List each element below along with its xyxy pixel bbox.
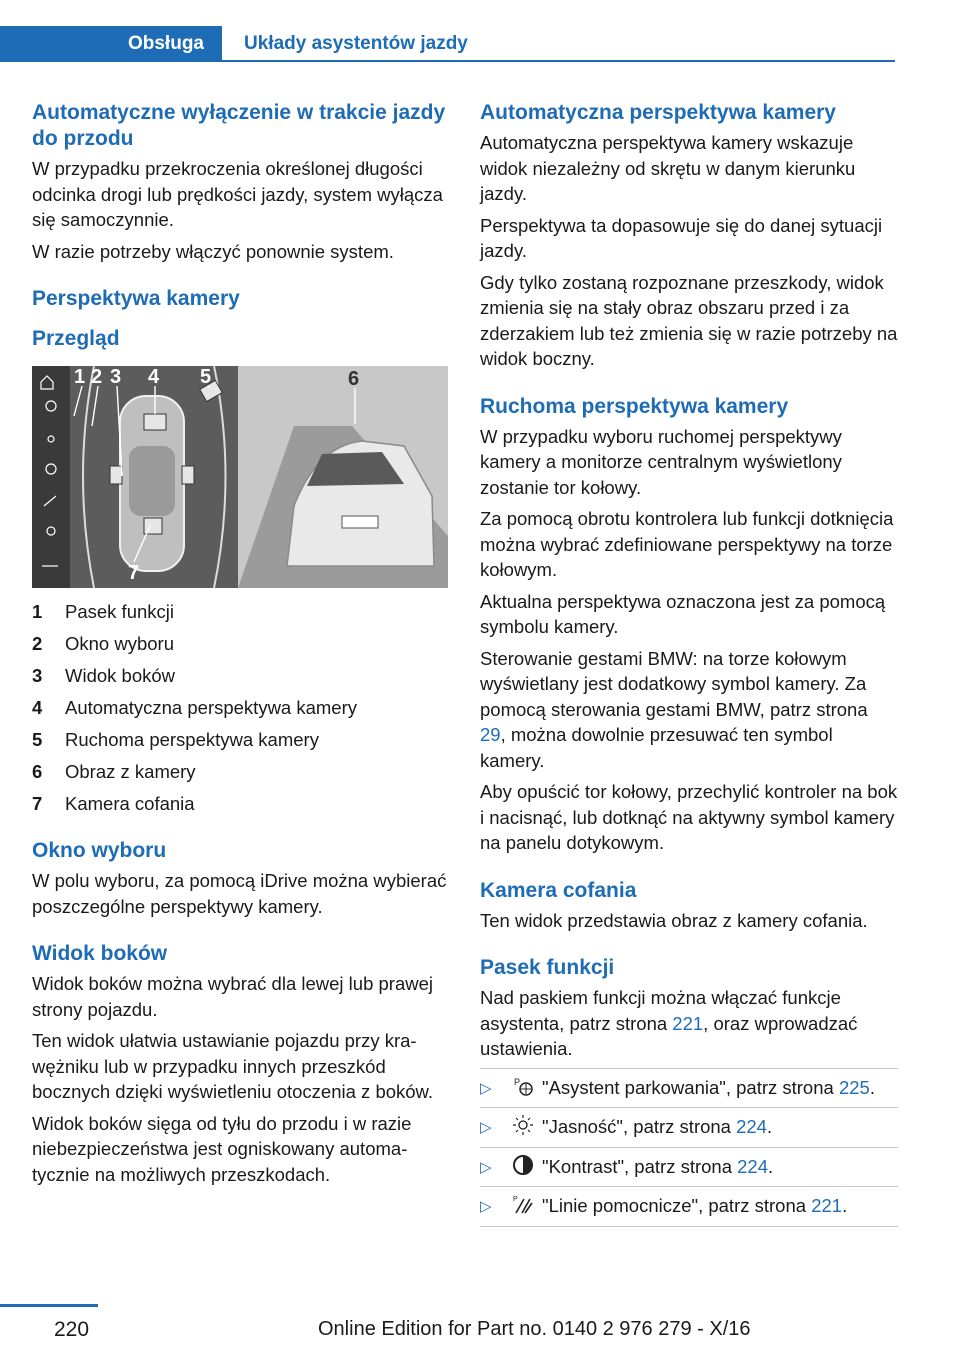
tab-obsluga-label: Obsługa (127, 33, 204, 54)
page-link-224-b[interactable]: 224 (737, 1155, 769, 1177)
moving-perspective-paragraph-2: Za pomocą obrotu kontrolera lub funkcji dotknięcia można wybrać zdefiniowane perspektywy na torze kołowym. (480, 508, 894, 580)
legend-label: Automatyczna perspektywa kamery (65, 697, 358, 718)
list-item-guide-lines (480, 1187, 898, 1227)
side-view-paragraph-1: Widok boków można wybrać dla lewej lub prawej strony pojazdu. (32, 973, 434, 1020)
page-link-29[interactable]: 29 (480, 724, 501, 745)
auto-perspective-paragraph-2: Perspektywa ta dopasowuje się do danej sytuacji jazdy. (480, 214, 883, 261)
bullet-end: . (768, 1155, 774, 1177)
list-item-contrast (480, 1148, 898, 1188)
legend-num: 5 (32, 729, 43, 750)
legend-num: 3 (32, 665, 43, 686)
moving-perspective-paragraph-5: Aby opuścić tor kołowy, przechylić kontroler na bok i nacisnąć, lub dotknąć na aktywny symbol kamery na panelu dotykowym. (480, 781, 898, 853)
moving-perspective-heading: Ruchoma perspektywa kamery (480, 394, 789, 418)
figure-legend (32, 596, 450, 820)
parking-assistant-icon (512, 1075, 534, 1097)
license-plate (342, 516, 378, 528)
legend-item (32, 788, 450, 820)
auto-off-heading: Automatyczne wyłączenie w trakcie jazdy do przodu (32, 101, 446, 150)
bullet-end: . (869, 1076, 875, 1098)
auto-perspective-paragraph-3: Gdy tylko zostaną rozpoznane przeszkody, widok zmienia się na stały obraz obszaru przed i za zderzakiem lub też zmienia się w razie potrzeby na widok boczny. (480, 271, 898, 369)
bullet-label: "Linie pomocnicze", patrz strona (542, 1195, 812, 1216)
page-link-224[interactable]: 224 (736, 1116, 767, 1137)
callout-6: 6 (348, 368, 360, 390)
contrast-icon (512, 1154, 534, 1176)
auto-off-paragraph-1: W przypadku przekroczenia określonej długości odcinka drogi lub prędkości jazdy, system wyłącza się samoczynnie. (32, 158, 443, 230)
footer-rule (0, 1304, 98, 1307)
list-item-parking (480, 1068, 898, 1109)
tab-section-label: Układy asystentów jazdy (244, 33, 468, 54)
header-tabs (0, 26, 895, 62)
brightness-icon (512, 1114, 534, 1136)
auto-camera-symbol (144, 414, 166, 430)
legend-item (32, 692, 450, 724)
page-link-225[interactable]: 225 (838, 1076, 870, 1098)
gesture-text-end: , można dowolnie przesuwać ten symbol kamery. (480, 724, 833, 771)
function-bar-text-end: , oraz wprowadzać ustawienia. (480, 1012, 858, 1059)
bullet-triangle-icon: ▷ (480, 1158, 492, 1176)
right-column (480, 100, 898, 1227)
bullet-end: . (842, 1195, 848, 1216)
side-view-right-symbol (182, 466, 194, 484)
reverse-camera-heading: Kamera cofania (480, 878, 637, 902)
bullet-text (542, 1075, 898, 1101)
side-view-paragraph-2: Ten widok ułatwia ustawianie pojazdu przy krawężniku lub w przypadku innych przeszkód bocznych dzięki wyświetleniu otoczenia z boków. (32, 1030, 434, 1102)
function-bar-text: Nad paskiem funkcji można włączać funkcje asystenta, patrz strona (480, 987, 841, 1034)
legend-item (32, 660, 450, 692)
callout-1: 1 (74, 366, 86, 388)
bullet-label: "Kontrast", patrz strona (542, 1155, 738, 1177)
auto-perspective-paragraph-1: Automatyczna perspektywa kamery wskazuje widok niezależny od skrętu w danym kierunku jazdy. (480, 132, 856, 204)
side-view-heading: Widok boków (32, 942, 168, 965)
legend-label: Kamera cofania (65, 793, 195, 814)
function-bar-list (480, 1068, 898, 1227)
bullet-end: . (766, 1116, 773, 1137)
bullet-triangle-icon: ▷ (480, 1198, 492, 1215)
guide-lines-icon (512, 1193, 534, 1215)
legend-num: 2 (32, 633, 43, 654)
bullet-label: "Asystent parkowania", patrz strona (542, 1076, 839, 1098)
bullet-triangle-icon: ▷ (480, 1079, 492, 1097)
callout-5: 5 (200, 366, 212, 388)
selection-heading: Okno wyboru (32, 839, 167, 862)
gesture-text: Sterowanie gestami BMW: na torze kołowym wyświetlany jest dodatkowy symbol kamery. Za pomocą sterowania gestami BMW, patrz strona (480, 647, 868, 720)
legend-item (32, 628, 450, 660)
legend-num: 4 (32, 697, 43, 718)
legend-item (32, 596, 450, 628)
moving-perspective-paragraph-3: Aktualna perspektywa oznaczona jest za pomocą symbolu kamery. (480, 590, 886, 637)
auto-perspective-heading: Automatyczna perspektywa kamery (480, 101, 836, 124)
side-view-paragraph-3: Widok boków sięga od tyłu do przodu i w razie niebezpieczeństwa jest ogniskowany automatycznie na możliwych przeszkodach. (32, 1112, 412, 1185)
bullet-triangle-icon: ▷ (480, 1119, 492, 1136)
auto-off-paragraph-2: W razie potrzeby włączyć ponownie system. (32, 240, 394, 262)
spacer (480, 862, 898, 878)
page-number: 220 (54, 1318, 90, 1341)
page-link-221[interactable]: 221 (672, 1012, 704, 1034)
footer-edition: Online Edition for Part no. 0140 2 976 279 - X/16 (318, 1318, 751, 1340)
reverse-camera-symbol (144, 518, 162, 534)
legend-label: Widok boków (65, 665, 176, 686)
spacer (32, 925, 450, 941)
perspective-heading: Perspektywa kamery (32, 287, 240, 310)
page-link-221-b[interactable]: 221 (811, 1195, 843, 1216)
bullet-label: "Jasność", patrz strona (542, 1116, 737, 1137)
legend-num: 1 (32, 601, 43, 622)
function-bar-paragraph (480, 985, 898, 1062)
spacer (480, 378, 898, 394)
camera-figure (32, 366, 448, 588)
function-bar (32, 366, 70, 588)
moving-perspective-paragraph-1: W przypadku wyboru ruchomej perspektywy kamery a monitorze centralnym wyświetlony zostanie tor kołowy. (480, 425, 842, 498)
reverse-camera-paragraph: Ten widok przedstawia obraz z kamery cofania. (480, 909, 868, 931)
legend-num: 6 (32, 761, 43, 782)
legend-label: Ruchoma perspektywa kamery (65, 729, 319, 750)
tab-obsluga[interactable] (0, 26, 222, 62)
list-item-brightness (480, 1108, 898, 1148)
callout-2: 2 (91, 366, 103, 388)
moving-perspective-paragraph-4 (480, 646, 898, 774)
legend-label: Obraz z kamery (65, 761, 196, 782)
function-bar-heading: Pasek funkcji (480, 956, 615, 979)
bullet-text (542, 1114, 898, 1140)
tab-section[interactable] (244, 26, 468, 62)
legend-label: Okno wyboru (65, 633, 174, 654)
callout-7: 7 (128, 562, 140, 584)
header-rule (222, 60, 895, 62)
car-roof (129, 446, 175, 516)
legend-label: Pasek funkcji (65, 601, 174, 622)
spacer (480, 939, 898, 955)
svg-text:P: P (513, 1196, 518, 1203)
legend-item (32, 724, 450, 756)
left-column (32, 100, 450, 1193)
svg-text:P: P (514, 1076, 521, 1087)
callout-4: 4 (148, 366, 160, 388)
selection-paragraph: W polu wyboru, za pomocą iDrive można wybierać poszczególne perspektywy kamery. (32, 870, 447, 917)
bullet-text (542, 1154, 898, 1180)
legend-item (32, 756, 450, 788)
callout-3: 3 (110, 366, 122, 388)
bullet-text (542, 1193, 898, 1219)
legend-num: 7 (32, 793, 43, 814)
overview-heading: Przegląd (32, 327, 120, 350)
side-view-left-symbol (110, 466, 122, 484)
camera-figure-svg (32, 366, 448, 588)
